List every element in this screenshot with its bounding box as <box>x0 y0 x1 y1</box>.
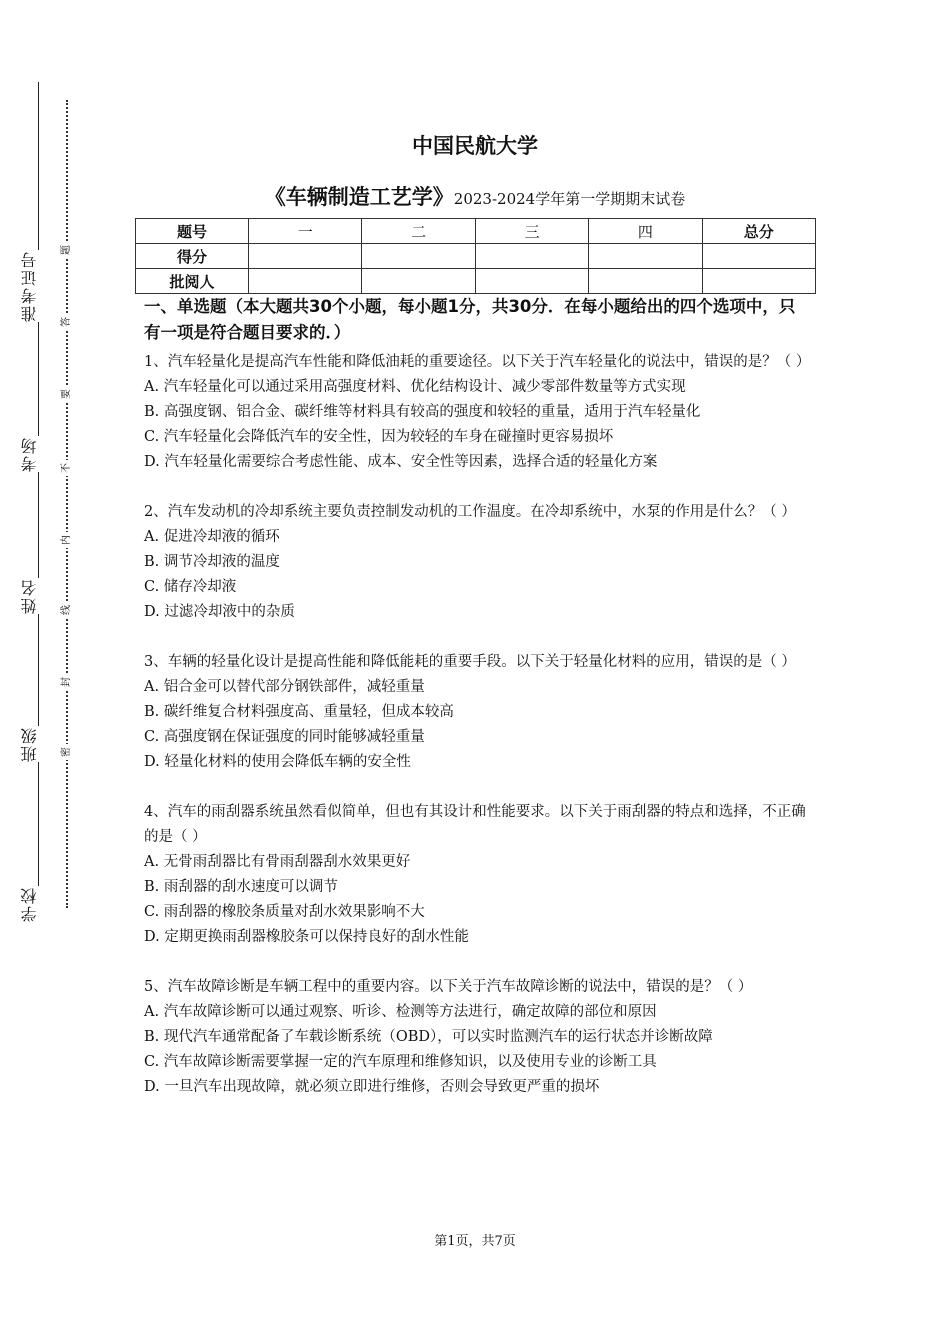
reviewer-row <box>136 269 816 294</box>
class-label: 班级 <box>18 726 44 762</box>
score-row <box>136 244 816 269</box>
question-stem: 1、汽车轻量化是提高汽车性能和降低油耗的重要途径。以下关于汽车轻量化的说法中，错误的是？（ ） <box>144 354 811 370</box>
score-table-header: 三 <box>475 219 588 244</box>
seal-dotted-line <box>66 100 68 908</box>
seal-char: 要 <box>61 386 73 402</box>
option-a: A. 无骨雨刮器比有骨雨刮器刮水效果更好 <box>144 854 411 870</box>
question-3 <box>144 650 810 775</box>
score-cell[interactable] <box>475 244 588 269</box>
reviewer-cell[interactable] <box>702 269 815 294</box>
course-title: 《车辆制造工艺学》 <box>264 185 454 209</box>
question-stem: 4、汽车的雨刮器系统虽然看似简单，但也有其设计和性能要求。以下关于雨刮器的特点和选择，不正确的是（ ） <box>144 804 806 845</box>
option-d: D. 轻量化材料的使用会降低车辆的安全性 <box>144 754 411 770</box>
seal-char: 线 <box>61 602 73 618</box>
option-a: A. 汽车故障诊断可以通过观察、听诊、检测等方法进行，确定故障的部位和原因 <box>144 1004 657 1020</box>
option-d: D. 定期更换雨刮器橡胶条可以保持良好的刮水性能 <box>144 929 469 945</box>
score-cell[interactable] <box>589 244 702 269</box>
option-a: A. 促进冷却液的循环 <box>144 529 280 545</box>
option-c: C. 汽车故障诊断需要掌握一定的汽车原理和维修知识，以及使用专业的诊断工具 <box>144 1054 657 1070</box>
option-c: C. 高强度钢在保证强度的同时能够减轻重量 <box>144 729 425 745</box>
question-2 <box>144 500 810 625</box>
seal-char: 不 <box>61 460 73 476</box>
exam-room-label: 考场 <box>18 436 44 472</box>
reviewer-cell[interactable] <box>249 269 362 294</box>
option-b: B. 现代汽车通常配备了车载诊断系统（OBD），可以实时监测汽车的运行状态并诊断故障 <box>144 1029 713 1045</box>
section-title: 一、单选题（本大题共30个小题，每小题1分，共30分．在每小题给出的四个选项中，只有一项是符合题目要求的．） <box>144 297 796 342</box>
seal-char: 答 <box>61 314 73 330</box>
reviewer-cell[interactable] <box>362 269 475 294</box>
question-1 <box>144 350 810 475</box>
exam-title <box>0 181 950 211</box>
name-label: 姓名 <box>18 578 44 614</box>
seal-char: 封 <box>61 674 73 690</box>
school-label: 学校 <box>18 886 44 922</box>
score-table-header: 总分 <box>702 219 815 244</box>
question-stem: 5、汽车故障诊断是车辆工程中的重要内容。以下关于汽车故障诊断的说法中，错误的是？（ ） <box>144 979 753 995</box>
option-d: D. 过滤冷却液中的杂质 <box>144 604 295 620</box>
option-c: C. 储存冷却液 <box>144 579 237 595</box>
score-table-header: 一 <box>249 219 362 244</box>
option-c: C. 汽车轻量化会降低汽车的安全性，因为较轻的车身在碰撞时更容易损坏 <box>144 429 614 445</box>
seal-char: 题 <box>61 242 73 258</box>
option-a: A. 铝合金可以替代部分钢铁部件，减轻重量 <box>144 679 425 695</box>
page-number: 第1页，共7页 <box>434 1234 516 1249</box>
exam-content <box>144 294 810 1125</box>
score-table-header: 四 <box>589 219 702 244</box>
option-c: C. 雨刮器的橡胶条质量对刮水效果影响不大 <box>144 904 425 920</box>
score-cell[interactable] <box>702 244 815 269</box>
option-a: A. 汽车轻量化可以通过采用高强度材料、优化结构设计、减少零部件数量等方式实现 <box>144 379 686 395</box>
score-table-header: 二 <box>362 219 475 244</box>
reviewer-cell[interactable] <box>475 269 588 294</box>
score-row-label: 得分 <box>136 244 249 269</box>
score-table <box>135 218 816 294</box>
score-cell[interactable] <box>362 244 475 269</box>
university-name: 中国民航大学 <box>412 134 538 158</box>
reviewer-cell[interactable] <box>589 269 702 294</box>
option-b: B. 高强度钢、铝合金、碳纤维等材料具有较高的强度和较轻的重量，适用于汽车轻量化 <box>144 404 701 420</box>
score-cell[interactable] <box>249 244 362 269</box>
option-b: B. 雨刮器的刮水速度可以调节 <box>144 879 338 895</box>
seal-char: 内 <box>61 532 73 548</box>
question-stem: 2、汽车发动机的冷却系统主要负责控制发动机的工作温度。在冷却系统中，水泵的作用是什么？（ ） <box>144 504 796 520</box>
exam-term: 2023-2024学年第一学期期末试卷 <box>453 190 686 208</box>
option-d: D. 一旦汽车出现故障，就必须立即进行维修，否则会导致更严重的损坏 <box>144 1079 600 1095</box>
option-b: B. 碳纤维复合材料强度高、重量轻，但成本较高 <box>144 704 454 720</box>
question-5 <box>144 975 810 1100</box>
option-d: D. 汽车轻量化需要综合考虑性能、成本、安全性等因素，选择合适的轻量化方案 <box>144 454 658 470</box>
option-b: B. 调节冷却液的温度 <box>144 554 280 570</box>
exam-id-label: 准考证号 <box>18 250 44 322</box>
score-table-header-row <box>136 219 816 244</box>
question-stem: 3、车辆的轻量化设计是提高性能和降低能耗的重要手段。以下关于轻量化材料的应用，错误的是（ ） <box>144 654 796 670</box>
question-4 <box>144 800 810 950</box>
score-table-header: 题号 <box>136 219 249 244</box>
seal-char: 密 <box>61 744 73 760</box>
reviewer-row-label: 批阅人 <box>136 269 249 294</box>
